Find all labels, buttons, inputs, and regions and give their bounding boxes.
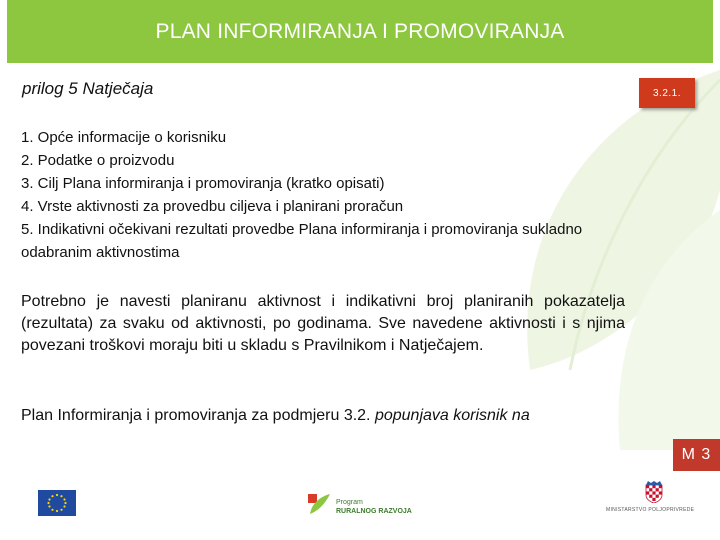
list-item: 2. Podatke o proizvodu [21,152,175,169]
section-badge-label: 3.2.1. [652,87,682,99]
paragraph-submission-italic: popunjava korisnik na [374,407,530,424]
program-line1: Program [336,499,363,506]
croatian-crest-icon [645,481,663,503]
content-list [21,126,631,264]
list-item: 4. Vrste aktivnosti za provedbu ciljeva i planirani proračun [21,198,404,215]
paragraph-requirements: Potrebno je navesti planiranu aktivnost i indikativni broj planiranih pokazatelja (rezultata) za svaku od aktivnosti, po godinama. Sve navedene aktivnosti i s njima povezani troškovi moraju biti u skladu s Pravilnikom i Natječajem. [21,293,625,354]
list-item: 3. Cilj Plana informiranja i promoviranja (kratko opisati) [21,175,385,192]
measure-badge-label: M 3 [681,446,712,463]
ministry-label: MINISTARSTVO POLJOPRIVREDE [606,507,695,513]
eu-flag-icon [38,490,76,516]
paragraph-submission-text: Plan Informiranja i promoviranja za podmjeru 3.2. [21,407,375,424]
program-logo-text [336,498,412,516]
measure-badge [673,439,720,471]
list-item: 1. Opće informacije o korisniku [21,129,227,146]
paragraph-submission [21,405,625,427]
section-badge [639,78,695,108]
list-item: 5. Indikativni očekivani rezultati provedbe Plana informiranja i promoviranja sukladno odabranim aktivnostima [21,221,583,261]
slide-title-bar [7,0,713,63]
program-line2: RURALNOG RAZVOJA [336,508,412,515]
slide-title: PLAN INFORMIRANJA I PROMOVIRANJA [155,19,565,43]
subtitle: prilog 5 Natječaja [22,79,154,98]
